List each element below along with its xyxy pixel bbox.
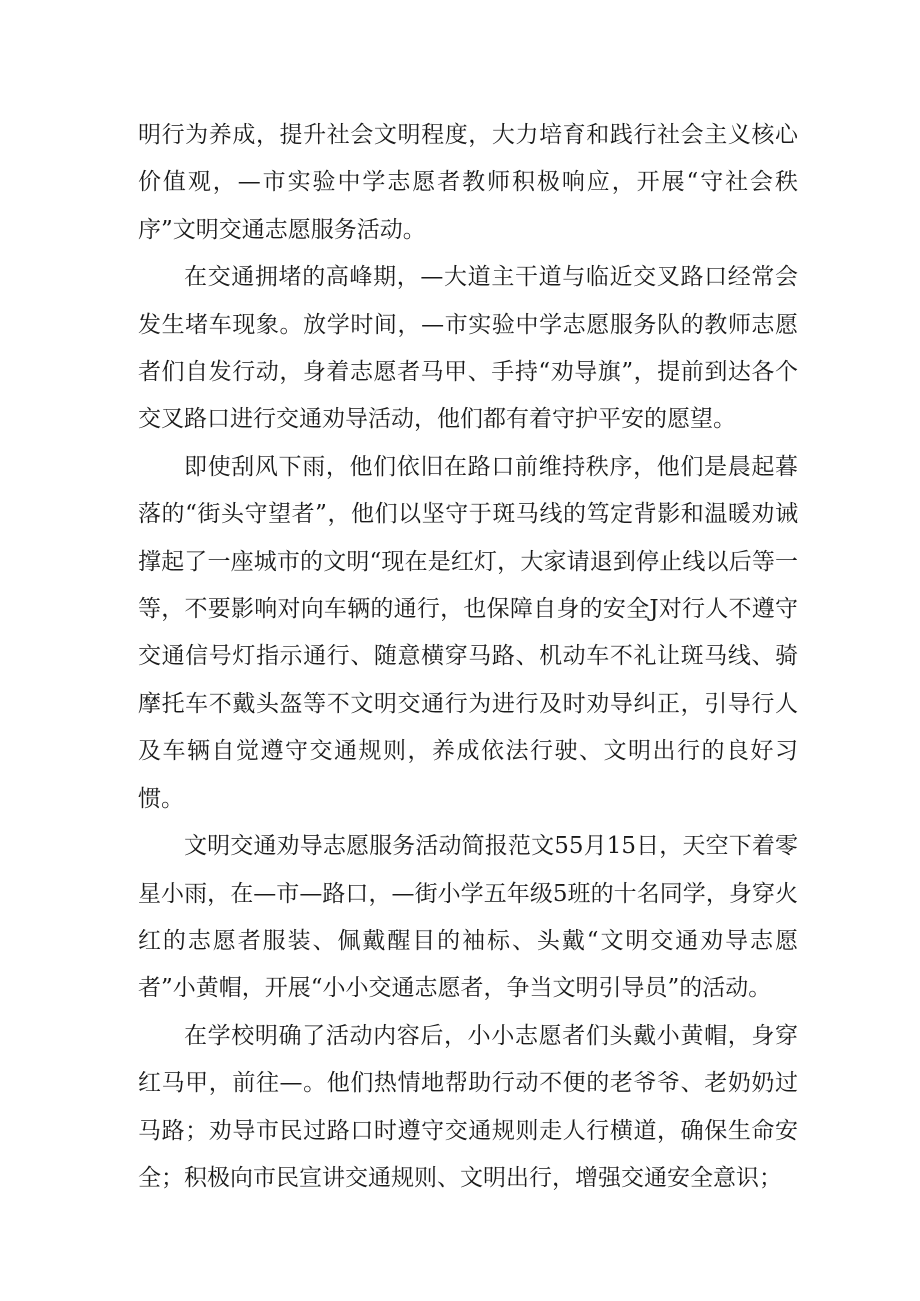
paragraph-continuation: 明行为养成，提升社会文明程度，大力培育和践行社会主义核心价值观，—市实验中学志愿者教师积极响应，开展“守社会秩序”文明交通志愿服务活动。 [138,122,798,243]
paragraph-student-volunteers: 文明交通劝导志愿服务活动简报范文55月15日，天空下着零星小雨，在—市—路口，—街小学五年级5班的十名同学，身穿火红的志愿者服装、佩戴醒目的袖标、头戴“文明交通劝导志愿者”小黄帽，开展“小小交通志愿者，争当文明引导员”的活动。 [138,833,798,1002]
paragraph-street-watchers: 即使刮风下雨，他们依旧在路口前维持秩序，他们是晨起暮落的“街头守望者”，他们以坚守于斑马线的笃定背影和温暖劝诫撑起了一座城市的文明“现在是红灯，大家请退到停止线以后等一等，不要影响对向车辆的通行，也保障自身的安全J对行人不遵守交通信号灯指示通行、随意横穿马路、机动车不礼让斑马线、骑摩托车不戴头盔等不文明交通行为进行及时劝导纠正，引导行人及车辆自觉遵守交通规则，养成依法行驶、文明出行的良好习惯。 [138,453,798,812]
paragraph-school-activity: 在学校明确了活动内容后，小小志愿者们头戴小黄帽，身穿红马甲，前往—。他们热情地帮助行动不便的老爷爷、老奶奶过马路；劝导市民过路口时遵守交通规则走人行横道，确保生命安全；积极向市民宣讲交通规则、文明出行，增强交通安全意识； [138,1022,798,1191]
paragraph-traffic-congestion: 在交通拥堵的高峰期，—大道主干道与临近交叉路口经常会发生堵车现象。放学时间，—市实验中学志愿服务队的教师志愿者们自发行动，身着志愿者马甲、手持“劝导旗”，提前到达各个交叉路口进行交通劝导活动，他们都有着守护平安的愿望。 [138,264,798,433]
document-body [138,112,798,1202]
